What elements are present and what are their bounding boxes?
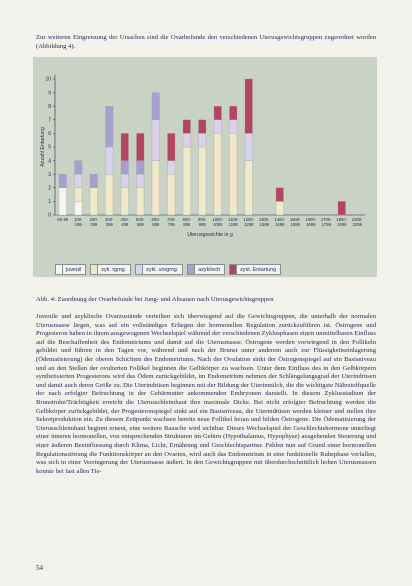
x-tick-label: 699 <box>152 222 160 227</box>
x-tick-label: 1800- <box>336 217 348 222</box>
chart-bars <box>59 79 346 215</box>
x-tick-label: 1099 <box>213 222 223 227</box>
x-tick-label: 599 <box>136 222 144 227</box>
x-tick-label: 200- <box>89 217 98 222</box>
x-tick-label: 900- <box>198 217 207 222</box>
x-tick-label: 1599 <box>290 222 300 227</box>
chart-legend <box>55 264 281 275</box>
bar-segment <box>75 161 83 175</box>
x-tick-label: 1699 <box>306 222 316 227</box>
y-tick-label: 5 <box>48 144 51 151</box>
bar-segment <box>230 106 238 120</box>
y-axis-label: Anzahl Entartung <box>40 127 46 167</box>
y-tick-label: 9 <box>48 90 51 97</box>
legend-swatch <box>230 265 237 274</box>
legend-swatch <box>188 265 195 274</box>
y-tick-label: 4 <box>48 158 51 165</box>
legend-item-azyklisch <box>187 264 225 275</box>
x-tick-label: 1299 <box>244 222 254 227</box>
x-tick-label: 1799 <box>321 222 331 227</box>
chart-axes <box>53 75 365 215</box>
x-tick-label: 700- <box>167 217 176 222</box>
x-tick-label: 300- <box>105 217 114 222</box>
x-tick-label: 1300- <box>258 217 270 222</box>
x-tick-label: 500- <box>136 217 145 222</box>
x-tick-label: 1700- <box>320 217 332 222</box>
bar-segment <box>121 161 129 175</box>
x-tick-label: 1499 <box>275 222 285 227</box>
bar-segment <box>152 120 160 161</box>
bar-segment <box>75 188 83 202</box>
y-tick-label: 6 <box>48 131 51 138</box>
x-tick-label: 400- <box>120 217 129 222</box>
chart-panel <box>33 57 377 277</box>
bar-segment <box>214 120 222 134</box>
x-tick-label: 100- <box>74 217 83 222</box>
y-tick-label: 10 <box>45 76 51 83</box>
bar-segment <box>59 174 67 188</box>
bar-segment <box>90 188 98 215</box>
bar-segment <box>90 174 98 188</box>
intro-paragraph: Zur weiteren Eingrenzung der Ursachen sind die Ovarbefunde den verschiedenen Uterusgewichtsgruppen zugeordnet worden (Abbildung 4). <box>36 34 376 50</box>
x-tick-label: 899 <box>183 222 191 227</box>
legend-swatch <box>136 265 143 274</box>
legend-item-juvenil <box>55 264 86 275</box>
bar-segment <box>121 133 129 160</box>
bar-segment <box>276 201 284 215</box>
bar-segment <box>106 147 114 174</box>
x-axis-label: Uterusgewichte in g <box>187 232 233 238</box>
page-number: 54 <box>36 564 43 572</box>
body-text: Juvenile und azyklische Ovarzustände verteilten sich überwiegend auf die Gewichtsgruppen, die unterhalb der normalen Uterusmasse liegen, was auf ein vollständiges Erliegen der hormonellen Regulation zurückzuführen ist. Östrogene und Progesteron haben in ihrem ausgewogenen Wechselspiel während der verschiedenen Zyklusphasen einen unmittelbaren Einfluss auf die Beschaffenheit des Endometriums und damit auf die Uterusmasse. Östrogene werden vorwiegend in den Follikeln gebildet und führen in den Tagen vor, während und nach der Brunst unter anderem auch zur Flüssigkeitseinlagerung (Ödematisierung) der oberen Schichten des Endometriums. Nach der Ovulation sinkt der Östrogenspiegel auf ein Basisniveau und an den Stellen der ovulierten Follikel beginnen die Gelbkörper zu wachsen. Unter dem Einfluss des in den Gelbkörpern synthetisierten Progesterons wird das Ödem zurückgebildet, im Endometrium nehmen der Schlängelungsgrad der Uterindrüsen und damit auch deren Größe zu. Die Uterindrüsen beginnen mit der Bildung der Uterinmilch, die die wichtigste Nährstoffquelle der nach erfolgter Befruchtung in der Gebärmutter ankommenden Embryonen darstellt. In diesem Zyklusstadium der Brunstruhe/Trächtigkeit erreicht die Uterusschleimhaut ihre maximale Dicke. Bei nicht erfolgter Befruchtung werden die Gelbkörper zurückgebildet, der Progesteronspiegel sinkt auf ein Basisniveau, die Uterindrüsen werden kleiner und stellen ihre Sekretproduktion ein. Zu diesem Zeitpunkt wachsen bereits neue Follikel heran und bilden Östrogene. Die Ödematisierung der Uterusschleimhaut beginnt erneut, eine weitere Rausche wird sichtbar. Dieses Wechselspiel der Geschlechtshormone unterliegt einer inneren hormonellen, von entsprechenden Strukturen im Gehirn (Hypothalamus, Hypophyse) ausgehenden Steuerung und einer äußeren Beeinflussung durch Klima, Licht, Ernährung und Geschlechtspartner. Fehlen nun auf Grund einer hormonellen Regulationsstörung die Funktionskörper an den Ovarien, wird auch das Endometrium in eine funktionelle Ruhephase verfallen, was sich in einer Verringerung der Uterusmasse äußert. In den Gewichtsgruppen mit überdurchschnittlich hohen Uterusmassen konnte bei fast allen Tie- <box>36 313 376 475</box>
x-tick-label: 2200- <box>351 217 363 222</box>
x-tick-label: 1400- <box>274 217 286 222</box>
y-tick-label: 7 <box>48 117 51 124</box>
bar-segment <box>75 174 83 188</box>
x-tick-label: 1600- <box>305 217 317 222</box>
bar-segment <box>230 133 238 215</box>
legend-label: zykl. unrgmg. <box>146 266 179 273</box>
bar-segment <box>183 133 191 147</box>
x-tick-label: 1899 <box>337 222 347 227</box>
bar-segment <box>137 161 145 175</box>
bar-segment <box>230 120 238 134</box>
bar-segment <box>168 174 176 215</box>
bar-segment <box>245 79 253 133</box>
x-tick-label: 800- <box>182 217 191 222</box>
bar-segment <box>75 201 83 215</box>
bar-segment <box>168 161 176 175</box>
bar-segment <box>106 174 114 215</box>
bar-segment <box>183 120 191 134</box>
bar-segment <box>152 93 160 120</box>
legend-item-zyst-entartung <box>229 264 281 275</box>
x-tick-label: 299 <box>90 222 98 227</box>
x-tick-label: 1500- <box>289 217 301 222</box>
x-tick-label: 600- <box>151 217 160 222</box>
x-tick-label: 1199 <box>228 222 238 227</box>
bar-segment <box>276 188 284 202</box>
legend-label: zyk. rgmg. <box>101 266 127 273</box>
y-tick-label: 3 <box>48 171 51 178</box>
x-tick-label: 1100- <box>228 217 239 222</box>
x-tick-label: 1399 <box>259 222 269 227</box>
chart <box>33 57 377 277</box>
x-tick-label: 1000- <box>212 217 224 222</box>
legend-swatch <box>91 265 98 274</box>
figure-caption: Abb. 4: Zuordnung der Ovarbefunde bei Jung- und Altsauen nach Uterusgewichtsgruppen <box>36 296 274 303</box>
bar-segment <box>137 188 145 215</box>
bar-segment <box>245 161 253 215</box>
bar-segment <box>168 133 176 160</box>
legend-swatch <box>56 265 63 274</box>
legend-label: azyklisch <box>198 266 221 273</box>
x-tick-label: 499 <box>121 222 129 227</box>
bar-segment <box>137 133 145 160</box>
legend-label: zyst. Entartung <box>240 266 277 273</box>
x-tick-label: 199 <box>74 222 82 227</box>
bar-segment <box>214 133 222 215</box>
bar-segment <box>338 201 346 215</box>
bar-segment <box>121 188 129 215</box>
bar-segment <box>106 106 114 147</box>
x-tick-label: 999 <box>198 222 206 227</box>
x-tick-label: 399 <box>105 222 113 227</box>
bar-segment <box>214 106 222 120</box>
bar-segment <box>183 147 191 215</box>
y-tick-label: 1 <box>48 199 51 206</box>
x-tick-label: 799 <box>167 222 175 227</box>
legend-label: juvenil <box>66 266 82 273</box>
bar-segment <box>59 188 67 215</box>
bar-segment <box>199 133 207 147</box>
y-tick-label: 0 <box>48 212 51 219</box>
y-tick-label: 2 <box>48 185 51 192</box>
x-tick-label: 50-99 <box>57 217 69 222</box>
bar-segment <box>199 120 207 134</box>
bar-segment <box>245 133 253 160</box>
legend-item-zyk-rgmg <box>90 264 131 275</box>
bar-segment <box>152 161 160 215</box>
bar-segment <box>137 174 145 188</box>
x-tick-label: 2299 <box>352 222 362 227</box>
x-tick-label: 1200- <box>243 217 255 222</box>
y-tick-label: 8 <box>48 103 51 110</box>
legend-item-zykl-unrgmg <box>135 264 183 275</box>
bar-segment <box>121 174 129 188</box>
bar-segment <box>199 147 207 215</box>
